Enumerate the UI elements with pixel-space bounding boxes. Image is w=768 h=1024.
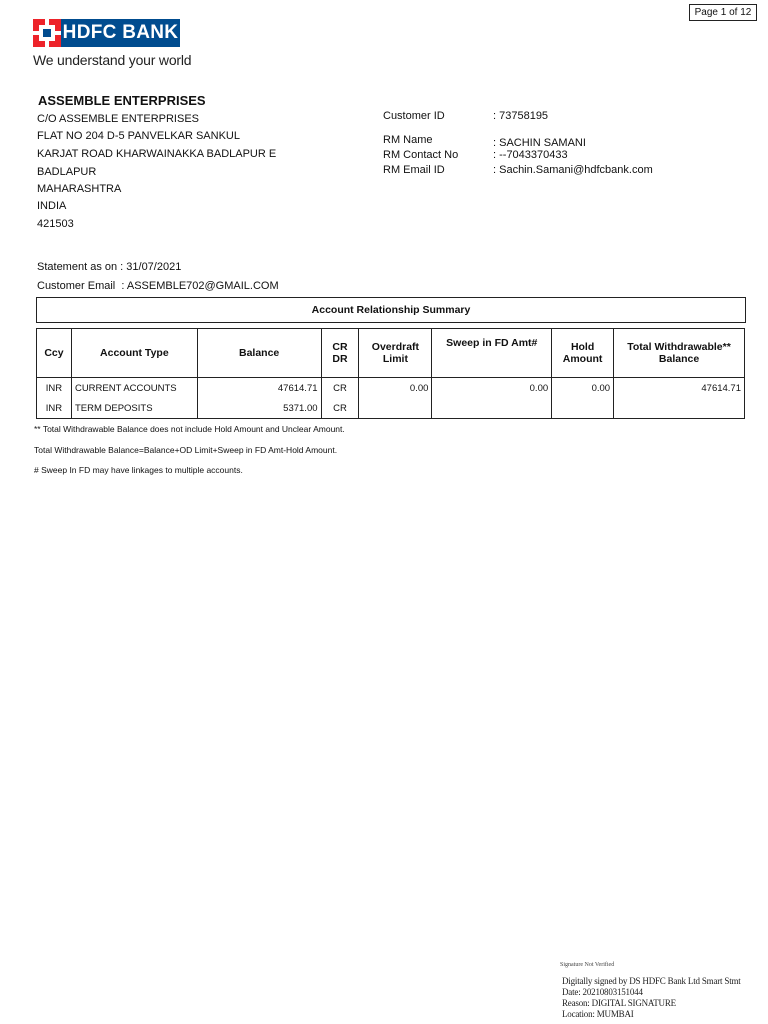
cell-sweep: 0.00 [432,378,552,399]
signature-line: Location: MUMBAI [562,1009,634,1019]
col-account-type: Account Type [71,329,197,378]
col-ccy: Ccy [37,329,72,378]
address-line: KARJAT ROAD KHARWAINAKKA BADLAPUR E [37,148,277,160]
col-overdraft: Overdraft Limit [359,329,432,378]
col-sweep: Sweep in FD Amt# [432,329,552,378]
cell-overdraft: 0.00 [359,378,432,399]
bank-name: HDFC BANK [61,19,180,47]
address-line: FLAT NO 204 D-5 PANVELKAR SANKUL [37,130,240,142]
account-summary-table [36,328,745,419]
cell-balance: 5371.00 [197,398,321,419]
summary-title: Account Relationship Summary [36,297,746,323]
cell-total-withdrawable: 47614.71 [614,378,745,399]
cell-hold [552,398,614,419]
address-line: 421503 [37,218,74,230]
rm-email-value: : Sachin.Samani@hdfcbank.com [493,164,653,176]
table-row [37,378,745,399]
note-line: # Sweep In FD may have linkages to multiple accounts. [34,465,243,475]
note-line: Total Withdrawable Balance=Balance+OD Limit+Sweep in FD Amt-Hold Amount. [34,445,338,455]
cell-ccy: INR [37,378,72,399]
cell-sweep [432,398,552,419]
cell-hold: 0.00 [552,378,614,399]
table-header-row [37,329,745,378]
cell-balance: 47614.71 [197,378,321,399]
customer-id-value: : 73758195 [493,110,549,122]
cell-overdraft [359,398,432,419]
cell-account-type: TERM DEPOSITS [71,398,197,419]
customer-id-label: Customer ID [383,110,445,122]
hdfc-logo-icon [33,19,61,47]
address-line: C/O ASSEMBLE ENTERPRISES [37,113,199,125]
page-number: Page 1 of 12 [689,4,757,21]
cell-total-withdrawable [614,398,745,419]
address-line: BADLAPUR [37,166,97,178]
note-line: ** Total Withdrawable Balance does not include Hold Amount and Unclear Amount. [34,424,345,434]
signature-line: Date: 20210803151044 [562,987,643,997]
cell-account-type: CURRENT ACCOUNTS [71,378,197,399]
signature-line: Reason: DIGITAL SIGNATURE [562,998,676,1008]
signature-line: Digitally signed by DS HDFC Bank Ltd Smart Stmt [562,976,741,986]
signature-status: Signature Not Verified [560,962,615,968]
cell-ccy: INR [37,398,72,419]
address-line: MAHARASHTRA [37,183,122,195]
col-hold: Hold Amount [552,329,614,378]
bank-tagline: We understand your world [33,52,192,68]
rm-email-label: RM Email ID [383,164,445,176]
col-balance: Balance [197,329,321,378]
customer-name: ASSEMBLE ENTERPRISES [38,93,206,108]
rm-name-label: RM Name [383,134,433,146]
rm-contact-label: RM Contact No [383,149,459,161]
col-cr-dr: CR DR [321,329,359,378]
statement-date: Statement as on : 31/07/2021 [37,261,182,273]
col-total-withdrawable: Total Withdrawable** Balance [614,329,745,378]
cell-cr-dr: CR [321,398,359,419]
customer-email: Customer Email : ASSEMBLE702@GMAIL.COM [37,280,279,292]
cell-cr-dr: CR [321,378,359,399]
table-row [37,398,745,419]
rm-name-value: : SACHIN SAMANI [493,137,586,149]
rm-contact-value: : --7043370433 [493,149,568,161]
address-line: INDIA [37,200,67,212]
